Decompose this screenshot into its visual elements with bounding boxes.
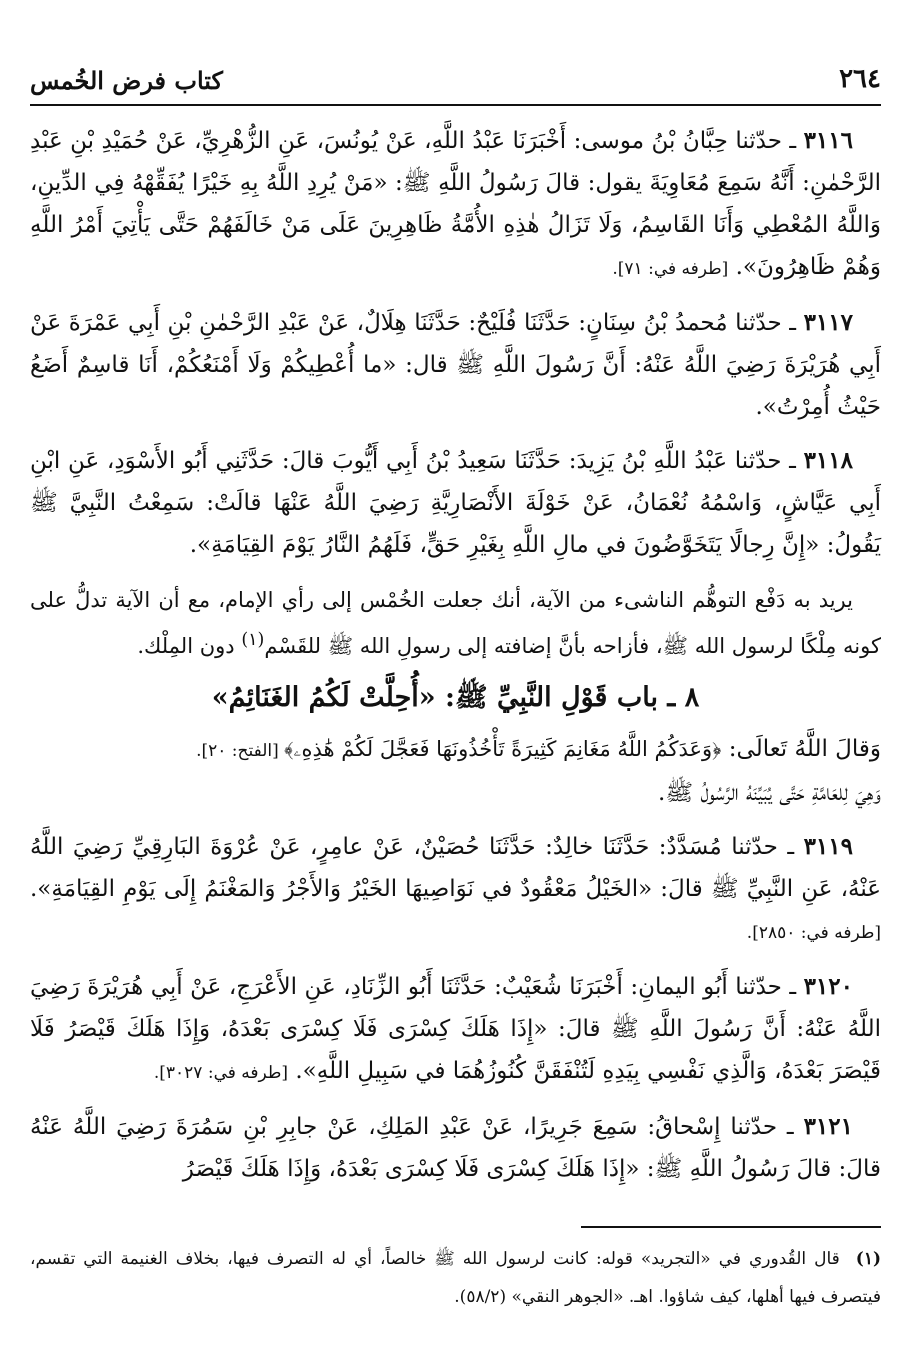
- hadith-3117: [30, 302, 881, 428]
- hadith-text: ـ حدّثنا مُحمدُ بْنُ سِنَانٍ: حَدَّثَنَا فُلَيْحٌ: حَدَّثَنَا هِلَالٌ، عَنْ عَبْدِ الرَّحْمٰنِ بْنِ أَبِي عَمْرَةَ عَنْ أَبِي هُرَيْرَةَ رَضِيَ اللَّهُ عَنْهُ: أَنَّ رَسُولَ اللَّهِ ﷺ قال: «ما أُعْطِيكُمْ وَلَا أَمْنَعُكُمْ، أَنَا قاسِمٌ أَضَعُ حَيْثُ أُمِرْتُ».: [30, 310, 881, 420]
- footnote-reference: (١): [241, 630, 265, 650]
- intro-text: وَقالَ اللَّهُ تَعالَى:: [721, 736, 881, 762]
- page-header: [30, 58, 881, 106]
- hadith-number: ٣١٢٠: [803, 973, 853, 1000]
- hadith-text: ـ حدّثنا حِبَّانُ بْنُ موسى: أَخْبَرَنَا عَبْدُ اللَّهِ، عَنْ يُونُسَ، عَنِ الزُّهْرِيِّ، عَنْ حُمَيْدِ بْنِ عَبْدِ الرَّحْمٰنِ: أَنَّهُ سَمِعَ مُعَاوِيَةَ يقول: قالَ رَسُولُ اللَّهِ ﷺ: «مَنْ يُرِدِ اللَّهُ بِهِ خَيْرًا يُفَقِّهْهُ فِي الدِّينِ، وَاللَّهُ المُعْطِي وَأَنَا القَاسِمُ، وَلَا تَزَالُ هٰذِهِ الأُمَّةُ ظَاهِرِينَ عَلَى مَنْ خَالَفَهُمْ حَتَّى يَأْتِيَ أَمْرُ اللَّهِ وَهُمْ ظَاهِرُونَ».: [30, 128, 881, 280]
- chapter-heading: ٨ ـ باب قَوْلِ النَّبِيِّ ﷺ: «أُحِلَّتْ لَكُمُ الغَنَائِمُ»: [211, 682, 700, 713]
- intro-text-2: وَهِيَ لِلعَامَّةِ حَتَّى يُبَيِّنَهُ الرَّسُولُ ﷺ.: [658, 780, 881, 806]
- page-body: [30, 120, 881, 1202]
- quran-reference: [الفتح: ٢٠].: [196, 741, 285, 761]
- chapter-intro: [30, 728, 881, 814]
- footnote: [30, 1240, 881, 1316]
- hadith-text: ـ حدّثنا إِسْحاقُ: سَمِعَ جَرِيرًا، عَنْ عَبْدِ المَلِكِ، عَنْ جابِرِ بْنِ سَمُرَةَ رَضِيَ اللَّهُ عَنْهُ قالَ: قالَ رَسُولُ اللَّهِ ﷺ: «إِذَا هَلَكَ كِسْرَى فَلَا كِسْرَى بَعْدَهُ، وَإِذَا هَلَكَ قَيْصَرُ: [30, 1114, 881, 1182]
- hadith-number: ٣١١٦: [803, 127, 853, 154]
- hadith-3119: [30, 826, 881, 954]
- hadith-text: ـ حدّثنا عَبْدُ اللَّهِ بْنُ يَزِيدَ: حَدَّثَنَا سَعِيدُ بْنُ أَبِي أَيُّوبَ قالَ: حَدَّثَنِي أَبُو الأَسْوَدِ، عَنِ ابْنِ أَبِي عَيَّاشٍ، وَاسْمُهُ نُعْمَانُ، عَنْ خَوْلَةَ الأَنْصَارِيَّةِ رَضِيَ اللَّهُ عَنْهَا قالَتْ: سَمِعْتُ النَّبِيَّ ﷺ يَقُولُ: «إِنَّ رِجالًا يَتَخَوَّضُونَ في مالِ اللَّهِ بِغَيْرِ حَقٍّ، فَلَهُمُ النَّارُ يَوْمَ القِيَامَةِ».: [30, 448, 881, 558]
- page-number: ٢٦٤: [839, 64, 881, 94]
- commentary: [30, 580, 881, 666]
- footnote-mark: (١): [855, 1249, 881, 1269]
- footnote-text: قال القُدوري في «التجريد» قوله: كانت لرسول الله ﷺ خالصاً، أي له التصرف فيها، بخلاف الغنيمة التي تقسم، فيتصرف فيها أهلها، كيف شاؤوا. اهـ. «الجوهر النقي» (٥٨/٢).: [30, 1249, 881, 1307]
- hadith-3120: [30, 966, 881, 1094]
- hadith-number: ٣١١٩: [803, 833, 853, 860]
- footnote-divider: [581, 1226, 881, 1228]
- hadith-text: ـ حدّثنا أَبُو اليمانِ: أَخْبَرَنَا شُعَيْبٌ: حَدَّثَنَا أَبُو الزِّنَادِ، عَنِ الأَعْرَجِ، عَنْ أَبِي هُرَيْرَةَ رَضِيَ اللَّهُ عَنْهُ: أَنَّ رَسُولَ اللَّهِ ﷺ قالَ: «إِذَا هَلَكَ كِسْرَى فَلَا كِسْرَى بَعْدَهُ، وَإِذَا هَلَكَ قَيْصَرُ فَلَا قَيْصَرَ بَعْدَهُ، وَالَّذِي نَفْسِي بِيَدِهِ لَتُنْفَقَنَّ كُنُوزُهُمَا في سَبِيلِ اللَّهِ».: [30, 974, 881, 1084]
- cross-reference: [طرفه في: ٣٠٢٧].: [153, 1063, 289, 1083]
- hadith-number: ٣١١٨: [803, 447, 853, 474]
- hadith-3116: [30, 120, 881, 290]
- hadith-number: ٣١٢١: [803, 1113, 853, 1140]
- hadith-text: ـ حدّثنا مُسَدَّدٌ: حَدَّثَنَا خالِدٌ: حَدَّثَنَا حُصَيْنٌ، عَنْ عامِرٍ، عَنْ عُرْوَةَ البَارِقِيِّ رَضِيَ اللَّهُ عَنْهُ، عَنِ النَّبِيِّ ﷺ قالَ: «الخَيْلُ مَعْقُودٌ في نَوَاصِيهَا الخَيْرُ وَالأَجْرُ وَالمَغْنَمُ إِلَى يَوْمِ القِيَامَةِ».: [30, 834, 881, 902]
- hadith-3118: [30, 440, 881, 566]
- hadith-3121: [30, 1106, 881, 1190]
- quran-verse: ﴿وَعَدَكُمُ اللَّهُ مَغَانِمَ كَثِيرَةً تَأْخُذُونَهَا فَعَجَّلَ لَكُمْ هَٰذِهِۦ﴾: [284, 737, 722, 761]
- hadith-number: ٣١١٧: [803, 309, 853, 336]
- commentary-text: يريد به دَفْع التوهُّم الناشىء من الآية، أنك جعلت الخُمْس إلى رأي الإمام، مع أن الآية تدلُّ على كونه مِلْكًا لرسول الله ﷺ، فأزاحه بأنَّ إضافته إلى رسولِ الله ﷺ للقَسْم: [30, 588, 881, 658]
- commentary-text-end: دون المِلْك.: [137, 634, 242, 658]
- cross-reference: [طرفه في: ٢٨٥٠].: [746, 923, 881, 943]
- book-title: كتاب فرض الخُمس: [30, 66, 223, 95]
- cross-reference: [طرفه في: ٧١].: [612, 259, 729, 279]
